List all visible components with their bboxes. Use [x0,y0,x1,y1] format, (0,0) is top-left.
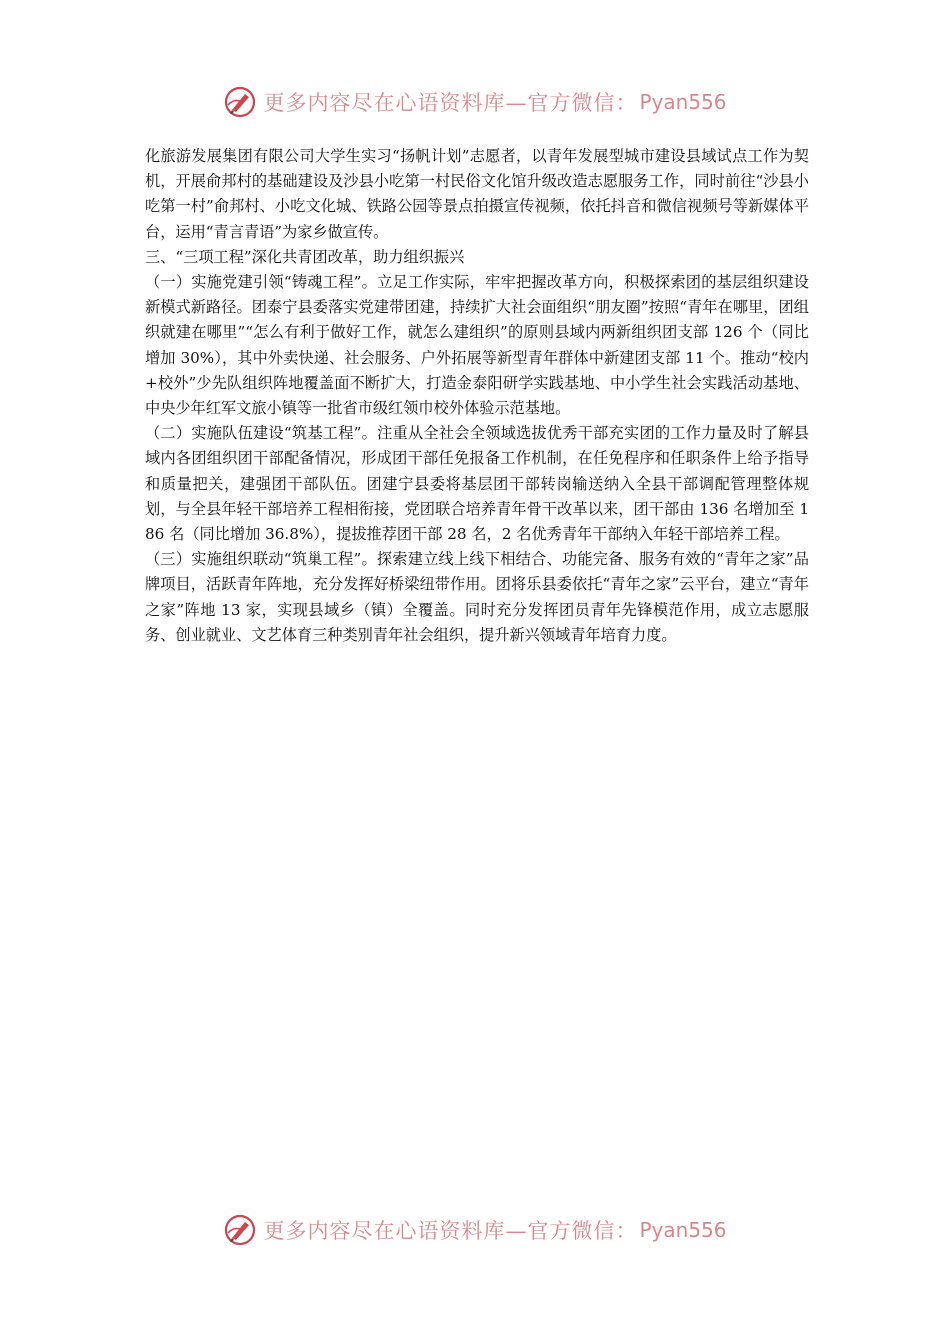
paragraph-foundation-project: （二）实施队伍建设“筑基工程”。注重从全社会全领域选拔优秀干部充实团的工作力量及时了解县域内各团组织团干部配备情况，形成团干部任免报备工作机制，在任免程序和任职条件上给予指导和质量把关，建强团干部队伍。团建宁县委将基层团干部转岗输送纳入全县干部调配管理整体规划，与全县年轻干部培养工程相衔接，党团联合培养青年骨干改革以来，团干部由 136 名增加至 186 名（同比增加 36.8%），提拔推荐团干部 28 名，2 名优秀青年干部纳入年轻干部培养工程。 [145,424,809,544]
footer-watermark [0,1210,950,1250]
header-watermark [0,82,950,122]
paragraph-volunteer-tourism: 化旅游发展集团有限公司大学生实习“扬帆计划”志愿者，以青年发展型城市建设县域试点工作为契机，开展俞邦村的基础建设及沙县小吃第一村民俗文化馆升级改造志愿服务工作，同时前往“沙县小吃第一村”俞邦村、小吃文化城、铁路公园等景点拍摄宣传视频，依托抖音和微信视频号等新媒体平台，运用“青言青语”为家乡做宣传。 [145,147,809,241]
watermark-text: 更多内容尽在心语资料库—官方微信： [263,91,638,115]
watermark-text: 更多内容尽在心语资料库—官方微信： [263,1219,638,1243]
document-body [145,144,809,648]
watermark-wechat-id: Pyan556 [639,90,727,114]
pen-logo-icon [223,85,257,119]
watermark-wechat-id: Pyan556 [639,1218,727,1242]
section-heading-three-projects: 三、“三项工程”深化共青团改革，助力组织振兴 [145,247,465,266]
paragraph-soul-casting-project: （一）实施党建引领“铸魂工程”。立足工作实际，牢牢把握改革方向，积极探索团的基层组织建设新模式新路径。团泰宁县委落实党建带团建，持续扩大社会面组织“朋友圈”按照“青年在哪里，团组织就建在哪里”“怎么有利于做好工作，就怎么建组织”的原则县域内两新组织团支部 126 个（同比增加 30%），其中外卖快递、社会服务、户外拓展等新型青年群体中新建团支部 11 个。推动“校内+校外”少先队组织阵地覆盖面不断扩大，打造金泰阳研学实践基地、中小学生社会实践活动基地、中央少年红军文旅小镇等一批省市级红领巾校外体验示范基地。 [145,273,809,418]
pen-logo-icon [223,1213,257,1247]
paragraph-nest-building-project: （三）实施组织联动“筑巢工程”。探索建立线上线下相结合、功能完备、服务有效的“青年之家”品牌项目，活跃青年阵地，充分发挥好桥梁纽带作用。团将乐县委依托“青年之家”云平台，建立“青年之家”阵地 13 家，实现县域乡（镇）全覆盖。同时充分发挥团员青年先锋模范作用，成立志愿服务、创业就业、文艺体育三种类别青年社会组织，提升新兴领域青年培育力度。 [145,550,809,644]
